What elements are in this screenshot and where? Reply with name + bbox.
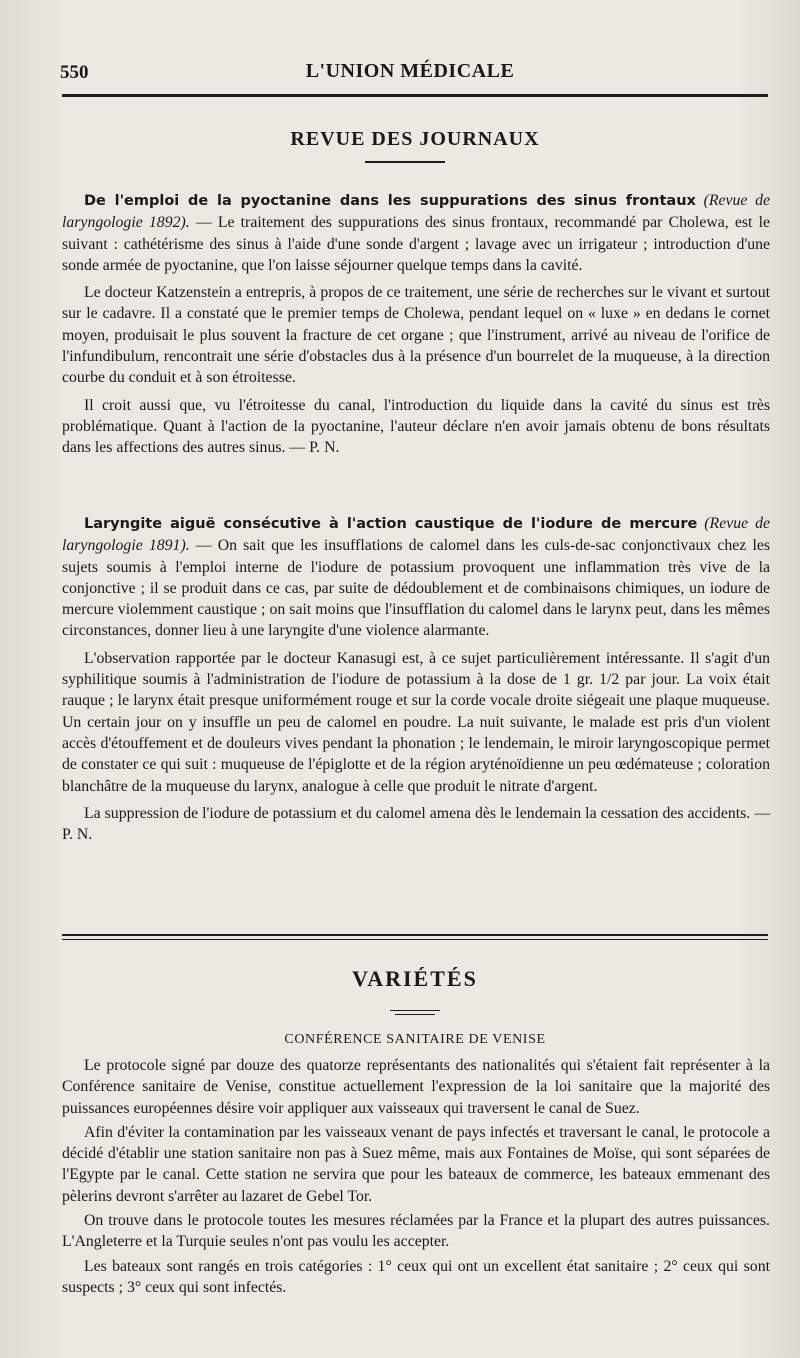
article-paragraph: Il croit aussi que, vu l'étroitesse du canal, l'introduction du liquide dans la cavité du sinus est très problématique. Quant à l'action de la pyoctanine, l'auteur déclare n'en avoir jamais obtenu de bons résultats dans les affections des autres sinus. — P. N.: [62, 396, 770, 457]
page-number: 550: [60, 62, 89, 83]
article-paragraph: On trouve dans le protocole toutes les mesures réclamées par la France et la plupart des autres puissances. L'Angleterre et la Turquie seules n'ont pas voulu les accepter.: [62, 1212, 770, 1251]
article-source: (Revue de laryngologie 1891).: [62, 515, 771, 555]
section-title-revue: REVUE DES JOURNAUX: [290, 128, 540, 150]
section-rule-bottom: [62, 939, 768, 940]
article-paragraph: La suppression de l'iodure de potassium et du calomel amena dès le lendemain la cessation des accidents. — P. N.: [62, 804, 770, 844]
article-text: — On sait que les insufflations de calomel dans les culs-de-sac conjonctivaux chez les sujets soumis à l'emploi interne de l'iodure de potassium provoquent une inflammation très vive de la conjonctive ; il se produit dans ce cas, par suite de dédoublement et de combinaisons chimiques, un iodure de mercure violemment caustique ; on sait moins que l'insufflation du calomel dans le larynx peut, dans les mêmes circonstances, donner lieu à une laryngite d'une violence alarmante.: [62, 537, 771, 640]
article-paragraph: L'observation rapportée par le docteur Kanasugi est, à ce sujet particulièrement intéressante. Il s'agit d'un syphilitique soumis à l'administration de l'iodure de potassium à la dose de 1 gr. 1/2 par jour. La voix était rauque ; le larynx était presque uniformément rouge et sur la corde vocale droite siégeait une plaque muqueuse. Un certain jour on y insuffle un peu de calomel en poudre. La nuit suivante, le malade est pris d'un violent accès d'étouffement et de douleurs vives pendant la phonation ; le lendemain, le miroir laryngoscopique permet de constater ce qui suit : muqueuse de l'épiglotte et de la région aryténoïdienne un peu œdémateuse ; coloration blanchâtre de la muqueuse du larynx, analogue à celle que produit le nitrate d'argent.: [62, 649, 770, 795]
article-paragraph: Afin d'éviter la contamination par les vaisseaux venant de pays infectés et traversant le canal, le protocole a décidé d'établir une station sanitaire non pas à Suez même, mais aux Fontaines de Moïse, qui sont séparées de l'Egypte par le canal. Cette station ne servira que pour les bateaux de commerce, les bateaux emmenant des pèlerins devront s'arrêter au lazaret de Gebel Tor.: [62, 1123, 770, 1205]
article-text: — Le traitement des suppurations des sinus frontaux, recommandé par Cholewa, est le suivant : cathétérisme des sinus à l'aide d'une sonde d'argent ; lavage avec un irrigateur ; introduction d'une sonde armée de pyoctanine, que l'on laisse séjourner quelque temps dans la cavité.: [62, 214, 770, 274]
article-title: De l'emploi de la pyoctanine dans les suppurations des sinus frontaux: [84, 193, 696, 209]
article-conference: [62, 1055, 770, 1298]
article-pyoctanine: [62, 190, 770, 459]
article-title: Laryngite aiguë consécutive à l'action caustique de l'iodure de mercure: [84, 516, 698, 532]
section-divider: [395, 1014, 435, 1015]
article-source: (Revue de laryngologie 1892).: [62, 192, 770, 232]
subsection-title: CONFÉRENCE SANITAIRE DE VENISE: [284, 1032, 546, 1047]
section-rule-top: [62, 934, 768, 936]
article-paragraph: Les bateaux sont rangés en trois catégories : 1° ceux qui ont un excellent état sanitaire ; 2° ceux qui sont suspects ; 3° ceux qui sont infectés.: [62, 1257, 770, 1296]
section-title-varietes: VARIÉTÉS: [352, 966, 478, 991]
article-paragraph: Le protocole signé par douze des quatorze représentants des nationalités qui s'étaient fait représenter à la Conférence sanitaire de Venise, constitue actuellement l'expression de la loi sanitaire que la majorité des puissances européennes désire voir appliquer aux vaisseaux qui traversent le canal de Suez.: [62, 1057, 770, 1117]
article-paragraph: [62, 513, 770, 642]
section-divider: [365, 161, 445, 163]
article-laryngite: [62, 513, 770, 845]
article-paragraph: [62, 190, 770, 276]
page-header: [60, 56, 760, 92]
section-divider: [390, 1010, 440, 1011]
running-title: L'UNION MÉDICALE: [305, 60, 515, 82]
article-paragraph: Le docteur Katzenstein a entrepris, à propos de ce traitement, une série de recherches sur le vivant et surtout sur le cadavre. Il a constaté que le premier temps de Cholewa, pendant lequel on « luxe » en dedans le cornet moyen, produisait le plus souvent la fracture de cet organe ; que l'instrument, arrivé au niveau de l'orifice de l'infundibulum, rencontrait une série d'obstacles dus à la présence d'un bourrelet de la muqueuse, à la direction courbe du conduit et à son étroitesse.: [62, 284, 770, 387]
header-rule: [62, 94, 768, 97]
